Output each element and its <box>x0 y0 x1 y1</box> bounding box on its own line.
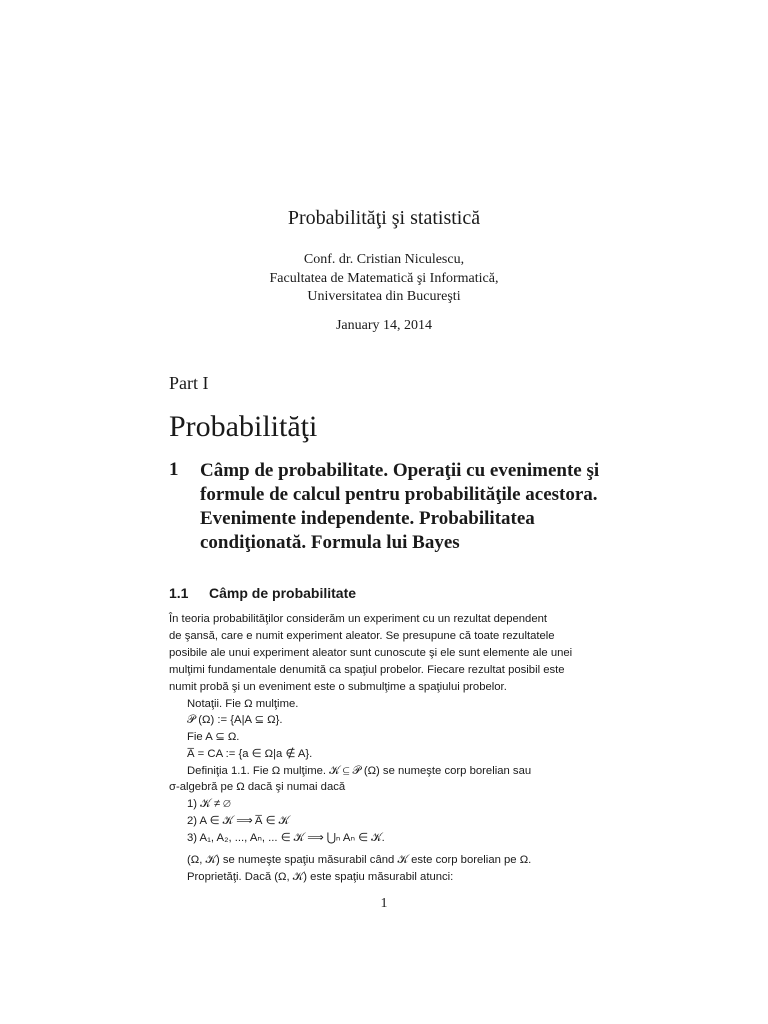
condition-line: 3) A₁, A₂, ..., Aₙ, ... ∈ 𝒦 ⟹ ⋃ₙ Aₙ ∈ 𝒦. <box>187 832 385 844</box>
section-title: Câmp de probabilitate. Operaţii cu evenimente şi formule de calcul pentru probabilităţile acestora. Evenimente independente. Probabilitatea condiţionată. Formula lui Bayes <box>200 460 600 553</box>
document-title: Probabilităţi şi statistică <box>287 207 481 229</box>
page-number: 1 <box>380 896 388 911</box>
paragraph-line: de şansă, care e numit experiment aleator. Se presupune că toate rezultatele <box>169 630 555 642</box>
subsection-number: 1.1 <box>169 585 189 601</box>
definition-line: Definiţia 1.1. Fie Ω mulţime. 𝒦 ⊆ 𝒫 (Ω) se numeşte corp borelian sau <box>187 765 532 777</box>
condition-line: 1) 𝒦 ≠ ∅ <box>187 798 231 810</box>
part-title: Probabilităţi <box>169 410 318 443</box>
paragraph-line: posibile ale unui experiment aleator sunt cunoscute şi ele sunt elemente ale unei <box>169 647 573 659</box>
author-line-2: Facultatea de Matematică şi Informatică, <box>269 271 499 286</box>
notation-line: Notaţii. Fie Ω mulţime. <box>187 698 299 710</box>
closing-line: Proprietăţi. Dacă (Ω, 𝒦) este spaţiu măsurabil atunci: <box>187 871 454 883</box>
notation-line: A̅ = CA := {a ∈ Ω|a ∉ A}. <box>187 748 313 760</box>
author-line-3: Universitatea din Bucureşti <box>307 289 461 304</box>
closing-line: (Ω, 𝒦) se numeşte spaţiu măsurabil când 𝒦 este corp borelian pe Ω. <box>187 854 532 866</box>
section-number: 1 <box>169 459 179 480</box>
author-line-1: Conf. dr. Cristian Niculescu, <box>303 252 465 267</box>
definition-line: σ-algebră pe Ω dacă şi numai dacă <box>169 781 346 793</box>
paragraph-line: mulţimi fundamentale denumită ca spaţiul probelor. Fiecare rezultat posibil este <box>169 664 565 676</box>
notation-line: 𝒫 (Ω) := {A|A ⊆ Ω}. <box>187 714 283 726</box>
subsection-title: Câmp de probabilitate <box>209 585 357 601</box>
condition-line: 2) A ∈ 𝒦 ⟹ A̅ ∈ 𝒦 <box>187 815 290 827</box>
notation-line: Fie A ⊆ Ω. <box>187 731 240 743</box>
paragraph-line: În teoria probabilităţilor considerăm un experiment cu un rezultat dependent <box>169 613 548 625</box>
part-label: Part I <box>169 373 209 393</box>
document-date: January 14, 2014 <box>335 318 433 333</box>
paragraph-line: numit probă şi un eveniment este o submulţime a spaţiului probelor. <box>169 681 507 693</box>
